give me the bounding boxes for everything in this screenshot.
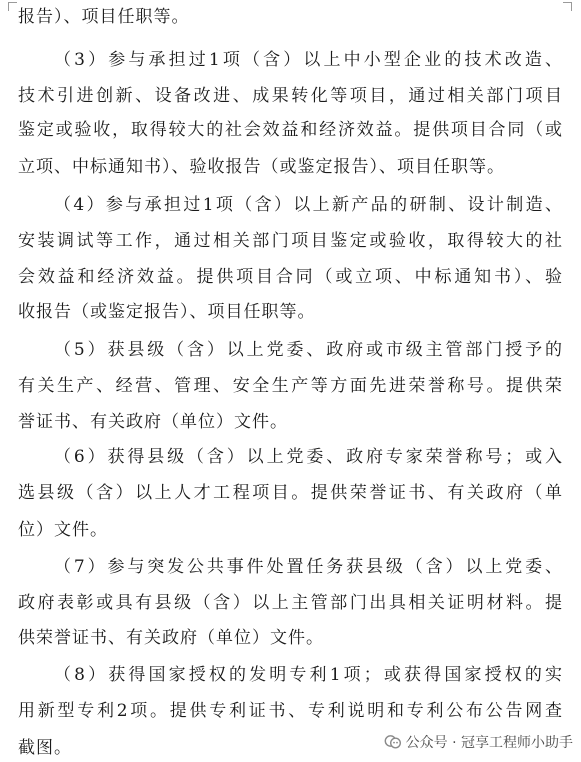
text-line: 技术引进创新、设备改进、成果转化等项目，通过相关部门项目 <box>18 86 563 106</box>
text-line: （5）获县级（含）以上党委、政府或市级主管部门授予的 <box>54 340 563 360</box>
text-line: 有关生产、经营、管理、安全生产等方面先进荣誉称号。提供荣 <box>18 376 563 396</box>
page-corner-mark-top-left <box>8 2 17 11</box>
text-line: 会效益和经济效益。提供项目合同（或立项、中标通知书）、验 <box>18 267 563 287</box>
text-line: 誉证书、有关政府（单位）文件。 <box>18 412 288 432</box>
text-line: 用新型专利2项。提供专利证书、专利说明和专利公布公告网查 <box>18 701 563 721</box>
text-line: 政府表彰或具有县级（含）以上主管部门出具相关证明材料。提 <box>18 593 563 613</box>
text-line: （6）获得县级（含）以上党委、政府专家荣誉称号；或入 <box>54 447 563 467</box>
watermark-text: 公众号 · 冠享工程师小助手 <box>405 735 573 751</box>
text-line: （7）参与突发公共事件处置任务获县级（含）以上党委、 <box>54 557 563 577</box>
wechat-official-account-icon <box>384 734 402 750</box>
text-line: 截图。 <box>18 738 72 758</box>
text-line: （4）参与承担过1项（含）以上新产品的研制、设计制造、 <box>54 195 563 215</box>
text-line: 供荣誉证书、有关政府（单位）文件。 <box>18 628 324 648</box>
page-corner-mark-top-right <box>563 2 572 11</box>
text-line: （3）参与承担过1项（含）以上中小型企业的技术改造、 <box>54 50 563 70</box>
text-line: 选县级（含）以上人才工程项目。提供荣誉证书、有关政府（单 <box>18 483 563 503</box>
text-line: 立项、中标通知书）、验收报告（或鉴定报告）、项目任职等。 <box>18 157 505 177</box>
text-line: 报告）、项目任职等。 <box>18 7 190 27</box>
wechat-watermark <box>384 732 573 752</box>
text-line: 安装调试等工作，通过相关部门项目鉴定或验收，取得较大的社 <box>18 231 563 251</box>
text-line: （8）获得国家授权的发明专利1项；或获得国家授权的实 <box>54 665 563 685</box>
text-line: 鉴定或验收，取得较大的社会效益和经济效益。提供项目合同（或 <box>18 120 563 140</box>
text-line: 位）文件。 <box>18 520 108 540</box>
text-line: 收报告（或鉴定报告）、项目任职等。 <box>18 302 316 322</box>
